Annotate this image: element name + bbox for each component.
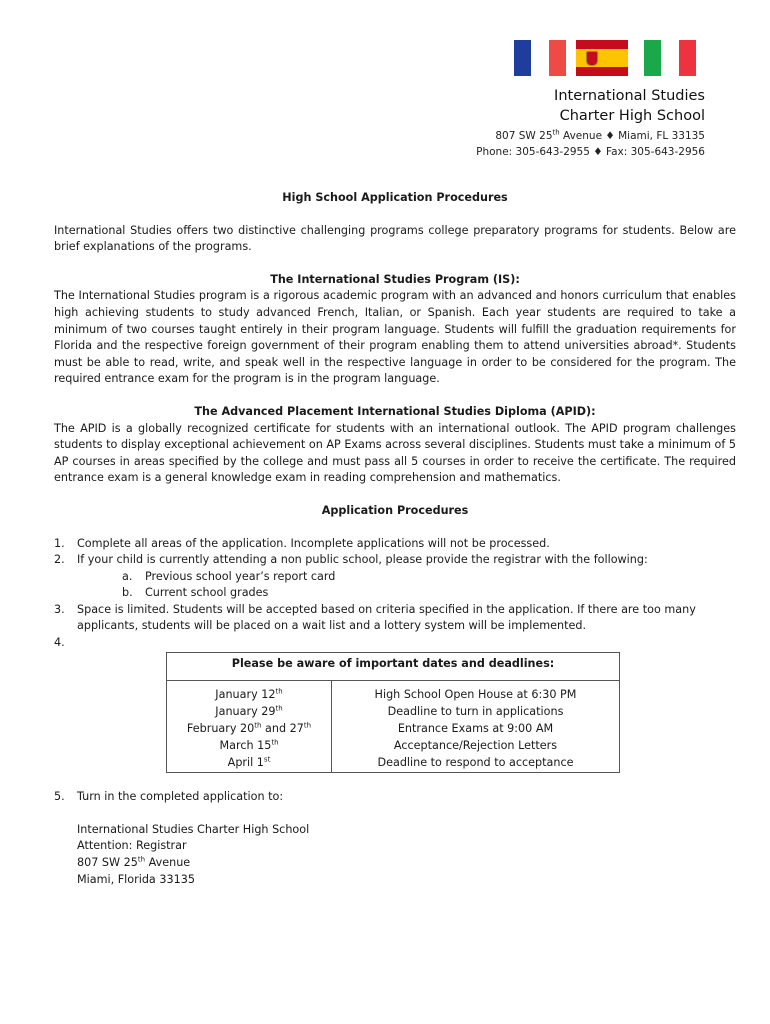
sub-list-item: [122, 569, 736, 586]
sub-list: [77, 569, 736, 602]
is-program-paragraph: The International Studies program is a rigorous academic program with an advanced and honors curriculum that enables high achieving students to study advanced French, Italian, or Spanish. Each year students are required to take a minimum of two courses taught entirely in their program language. Students will fulfill the graduation requirements for Florida and the respective foreign government of their program enabling them to attend universities abroad*. Students must be able to read, write, and speak well in the respective language in order to be considered for the program. The required entrance exam for the program is in the program language.: [54, 289, 736, 386]
list-item: [54, 552, 736, 602]
ordinal-suffix: th: [254, 721, 262, 730]
ordinal-suffix: th: [271, 738, 279, 747]
deadlines-heading: Please be aware of important dates and deadlines:: [167, 652, 620, 681]
procedure-list: [54, 536, 736, 652]
table-row: [167, 737, 620, 754]
table-row: [167, 681, 620, 704]
letterhead: [476, 86, 705, 160]
date-text-extra: and 27: [261, 722, 304, 736]
deadline-event: Deadline to turn in applications: [332, 703, 620, 720]
mailing-line3: [77, 855, 736, 872]
flag-stripe: [661, 40, 679, 76]
flag-stripe: [644, 40, 661, 76]
date-text: February 20: [186, 722, 255, 736]
france-flag-icon: [514, 40, 566, 76]
is-program-heading: The International Studies Program (IS):: [270, 272, 520, 286]
ordinal-suffix: th: [275, 704, 283, 713]
sub-list-item: [122, 585, 736, 602]
step-text: Space is limited. Students will be accepted based on criteria specified in the application. If there are too many applicants, students will be placed on a wait list and a lottery system will be implemented.: [77, 602, 696, 633]
procedures-heading: Application Procedures: [321, 503, 469, 517]
deadline-date: [167, 720, 332, 737]
document-body: [54, 190, 736, 888]
mailing-line1: International Studies Charter High School: [77, 822, 310, 836]
school-phone-fax: Phone: 305-643-2955 ♦ Fax: 305-643-2956: [476, 146, 705, 158]
deadline-event: Entrance Exams at 9:00 AM: [332, 720, 620, 737]
deadline-event: High School Open House at 6:30 PM: [332, 681, 620, 704]
ordinal-suffix: th: [137, 855, 146, 864]
deadline-event: Acceptance/Rejection Letters: [332, 737, 620, 754]
list-number: 1.: [54, 536, 65, 550]
date-text: April 1: [227, 756, 264, 770]
table-row: [167, 720, 620, 737]
list-letter: a.: [122, 569, 133, 583]
school-address: [476, 128, 705, 144]
table-row: [167, 754, 620, 773]
ordinal-suffix: th: [275, 687, 283, 696]
flag-stripe: [549, 40, 566, 76]
flag-stripe: [576, 40, 628, 49]
ordinal-suffix: st: [263, 755, 271, 764]
ordinal-suffix: th: [552, 128, 560, 137]
mailing-street-rest: Avenue: [145, 856, 191, 870]
sub-item-text: Previous school year’s report card: [145, 569, 336, 583]
step-text: Turn in the completed application to:: [77, 790, 284, 804]
flag-stripe: [531, 40, 549, 76]
step-text: If your child is currently attending a non public school, please provide the registrar with the following:: [77, 553, 648, 567]
list-number: 5.: [54, 790, 65, 804]
deadline-event: Deadline to respond to acceptance: [332, 754, 620, 773]
flag-stripe: [576, 67, 628, 76]
sub-item-text: Current school grades: [145, 586, 269, 600]
intro-paragraph: International Studies offers two distinctive challenging programs college preparatory programs for students. Below are brief explanations of the programs.: [54, 223, 736, 254]
list-number: 4.: [54, 636, 65, 650]
step-text: Complete all areas of the application. Incomplete applications will not be processed.: [77, 536, 550, 550]
spain-flag-icon: [576, 40, 628, 76]
procedure-list-continued: [54, 789, 736, 806]
deadlines-table: [166, 652, 620, 774]
deadline-date: [167, 703, 332, 720]
list-item: [54, 602, 736, 635]
table-row: [167, 703, 620, 720]
list-number: 2.: [54, 553, 65, 567]
flag-stripe: [514, 40, 531, 76]
date-text: January 29: [215, 705, 276, 719]
page-title: High School Application Procedures: [282, 191, 508, 204]
flag-stripe: [679, 40, 696, 76]
date-text: March 15: [219, 739, 272, 753]
mailing-line2: Attention: Registrar: [77, 839, 187, 853]
street-rest: Avenue ♦ Miami, FL 33135: [559, 130, 705, 142]
deadline-date: [167, 737, 332, 754]
list-letter: b.: [122, 586, 133, 600]
list-number: 3.: [54, 602, 65, 616]
mailing-line4: Miami, Florida 33135: [77, 872, 195, 886]
list-item: [54, 635, 736, 652]
deadline-date: [167, 681, 332, 704]
deadline-date: [167, 754, 332, 773]
flag-stripe: [576, 49, 628, 67]
street-number: 807 SW 25: [495, 130, 553, 142]
school-name-line1: International Studies: [554, 88, 705, 104]
country-flags: [514, 40, 696, 76]
italy-flag-icon: [644, 40, 696, 76]
list-item: [54, 789, 736, 806]
mailing-street: 807 SW 25: [77, 856, 138, 870]
school-name-line2: Charter High School: [559, 108, 705, 124]
mailing-address: [54, 822, 736, 888]
apid-heading: The Advanced Placement International Studies Diploma (APID):: [194, 404, 596, 418]
apid-paragraph: The APID is a globally recognized certificate for students with an international outlook. The APID program challenges students to display exceptional achievement on AP Exams across several disciplines. Students must take a minimum of 5 AP courses in areas specified by the college and must pass all 5 courses in order to receive the certificate. The required entrance exam is a general knowledge exam in reading comprehension and mathematics.: [54, 421, 736, 485]
ordinal-suffix-extra: th: [303, 721, 312, 730]
date-text: January 12: [215, 688, 276, 702]
list-item: [54, 536, 736, 553]
coat-of-arms-icon: [586, 51, 598, 66]
